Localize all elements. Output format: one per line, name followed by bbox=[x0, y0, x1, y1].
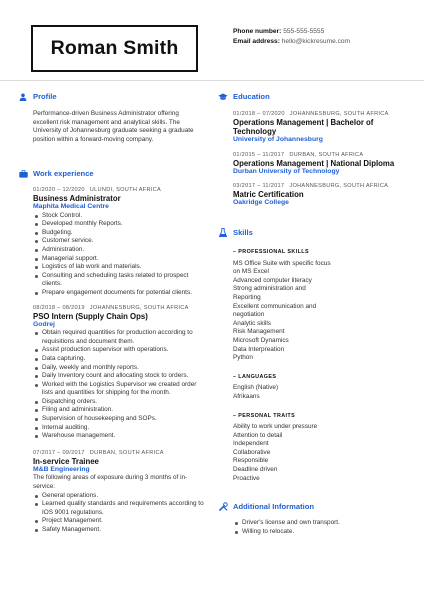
list-item: Worked with the Logistics Supervisor we created order lists and quantities for shipping for the month. bbox=[42, 381, 205, 398]
list-item: Data capturing. bbox=[42, 355, 205, 364]
skill-item: Python bbox=[233, 354, 253, 362]
skills-heading-label: Skills bbox=[233, 228, 253, 237]
profile-heading-label: Profile bbox=[33, 92, 57, 101]
profile-text: Performance-driven Business Administrator offering excellent risk management and analytical skills. The University of Johannesburg graduate seeking a graduate position within a forward-moving company. bbox=[33, 110, 194, 143]
trait-item: Collaborative bbox=[233, 448, 271, 456]
job-entry bbox=[33, 186, 205, 298]
email-value: hello@kickresume.com bbox=[281, 38, 351, 45]
list-item: Dispatching orders. bbox=[42, 398, 205, 407]
job-dates: 07/2017 – 09/2017 bbox=[33, 449, 85, 456]
list-item: Warehouse management. bbox=[42, 432, 205, 441]
list-item: Prepare engagement documents for potential clients. bbox=[42, 289, 205, 298]
skills-section bbox=[233, 244, 333, 483]
tools-icon bbox=[216, 502, 230, 511]
edu-title: Matric Certification bbox=[233, 190, 304, 200]
list-item: Driver's license and own transport. bbox=[242, 519, 403, 528]
edu-dates: 01/2015 – 11/2017 bbox=[233, 151, 285, 158]
list-item: Supervision of housekeeping and SOPs. bbox=[42, 415, 205, 424]
phone-value: 555-555-5555 bbox=[283, 28, 325, 35]
job-location: ULUNDI, SOUTH AFRICA bbox=[89, 187, 162, 193]
phone-label: Phone number: bbox=[233, 28, 282, 35]
skill-item: Excellent communication and negotiation bbox=[233, 302, 317, 319]
professional-skills-label: – PROFESSIONAL SKILLS bbox=[233, 249, 309, 255]
email-label: Email address: bbox=[233, 38, 280, 45]
list-item: Safety Management. bbox=[42, 526, 205, 535]
list-item: Filing and administration. bbox=[42, 406, 205, 415]
trait-item: Ability to work under pressure bbox=[233, 423, 318, 431]
edu-org: Oakridge College bbox=[233, 199, 289, 207]
list-item: Consulting and scheduling tasks related to prospect clients. bbox=[42, 272, 205, 289]
list-item: Customer service. bbox=[42, 237, 205, 246]
name-box bbox=[31, 25, 198, 72]
header-divider bbox=[0, 80, 424, 81]
edu-dates: 03/2017 – 11/2017 bbox=[233, 183, 285, 190]
list-item: Stock Control. bbox=[42, 212, 205, 221]
list-item: Project Management. bbox=[42, 517, 205, 526]
job-location: DURBAN, SOUTH AFRICA bbox=[89, 449, 164, 456]
education-section bbox=[233, 110, 411, 208]
skill-item: Strong administration and Reporting bbox=[233, 285, 306, 301]
profile-heading bbox=[16, 92, 57, 101]
trait-item: Responsible bbox=[233, 457, 269, 465]
personal-traits-label: – PERSONAL TRAITS bbox=[233, 412, 296, 419]
additional-heading bbox=[216, 502, 314, 511]
job-bullets bbox=[33, 329, 205, 441]
list-item: General operations. bbox=[42, 492, 205, 501]
language-item: Afrikaans bbox=[233, 392, 260, 400]
job-title: PSO Intern (Supply Chain Ops) bbox=[33, 311, 148, 321]
work-section bbox=[33, 186, 205, 535]
list-item: Daily Inventory count and allocating stock to orders. bbox=[42, 372, 205, 381]
list-item: Willing to relocate. bbox=[242, 528, 403, 537]
education-entry bbox=[233, 151, 411, 177]
job-bullets bbox=[33, 492, 205, 535]
contact-block bbox=[233, 27, 350, 47]
edu-title: Operations Management | Bachelor of Technology bbox=[233, 118, 374, 136]
skill-item: Risk Management bbox=[233, 328, 285, 336]
candidate-name: Roman Smith bbox=[50, 37, 179, 59]
skills-heading bbox=[216, 228, 253, 237]
job-title: In-service Trainee bbox=[33, 456, 99, 466]
job-entry bbox=[33, 449, 205, 535]
edu-org: Durban University of Technology bbox=[233, 167, 340, 175]
edu-location: JOHANNESBURG, SOUTH AFRICA bbox=[289, 111, 389, 117]
job-bullets bbox=[33, 212, 205, 298]
additional-section bbox=[233, 519, 403, 536]
language-item: English (Native) bbox=[233, 384, 279, 392]
edu-org: University of Johannesburg bbox=[233, 136, 323, 143]
skill-item: Data Interpreation bbox=[233, 345, 285, 353]
list-item: Assist production supervisor with operations. bbox=[42, 346, 205, 355]
education-heading bbox=[216, 92, 270, 101]
skill-item: Analytic skills bbox=[233, 319, 271, 327]
work-heading bbox=[16, 169, 94, 178]
skill-item: Microsoft Dynamics bbox=[233, 336, 289, 344]
edu-dates: 01/2018 – 07/2020 bbox=[233, 111, 285, 117]
edu-location: DURBAN, SOUTH AFRICA bbox=[289, 151, 364, 158]
work-heading-label: Work experience bbox=[33, 169, 94, 178]
list-item: Internal auditing. bbox=[42, 424, 205, 433]
briefcase-icon bbox=[16, 170, 30, 178]
languages-label: – LANGUAGES bbox=[233, 373, 277, 380]
additional-heading-label: Additional Information bbox=[233, 502, 314, 511]
job-dates: 01/2020 – 12/2020 bbox=[33, 187, 85, 193]
education-entry bbox=[233, 110, 411, 145]
trait-item: Deadline driven bbox=[233, 466, 278, 474]
education-heading-label: Education bbox=[233, 92, 270, 101]
skill-item: Advanced computer literacy bbox=[233, 276, 312, 284]
trait-item: Attention to detail bbox=[233, 431, 283, 439]
edu-location: JOHANNESBURG, SOUTH AFRICA bbox=[289, 183, 389, 190]
additional-bullets bbox=[233, 519, 403, 536]
job-intro: The following areas of exposure during 3 months of in-service: bbox=[33, 474, 188, 491]
person-icon bbox=[16, 93, 30, 101]
list-item: Developed monthly Reports. bbox=[42, 220, 205, 229]
trait-item: Proactive bbox=[233, 474, 260, 482]
list-item: Daily, weekly and monthly reports. bbox=[42, 364, 205, 373]
flask-icon bbox=[216, 228, 230, 237]
job-org: Maphita Medical Centre bbox=[33, 203, 109, 210]
job-org: M&B Engineering bbox=[33, 465, 90, 473]
education-entry bbox=[233, 182, 411, 208]
profile-section bbox=[33, 110, 203, 144]
list-item: Obtain required quantities for production according to requisitions and document them. bbox=[42, 329, 205, 346]
job-dates: 08/2018 – 08/2019 bbox=[33, 304, 85, 311]
list-item: Managerial support. bbox=[42, 255, 205, 264]
list-item: Administration. bbox=[42, 246, 205, 255]
edu-title: Operations Management | National Diploma bbox=[233, 158, 395, 168]
skill-item: MS Office Suite with specific focus on MS Excel bbox=[233, 259, 331, 276]
job-entry bbox=[33, 304, 205, 441]
job-title: Business Administrator bbox=[33, 194, 121, 203]
trait-item: Independent bbox=[233, 440, 269, 448]
job-org: Godrej bbox=[33, 320, 55, 328]
graduation-cap-icon bbox=[216, 93, 230, 101]
list-item: Budgeting. bbox=[42, 229, 205, 238]
list-item: Logistics of lab work and materials. bbox=[42, 263, 205, 272]
list-item: Learned quality standards and requirements according to IOS 9001 regulations. bbox=[42, 500, 204, 516]
job-location: JOHANNESBURG, SOUTH AFRICA bbox=[89, 304, 189, 311]
